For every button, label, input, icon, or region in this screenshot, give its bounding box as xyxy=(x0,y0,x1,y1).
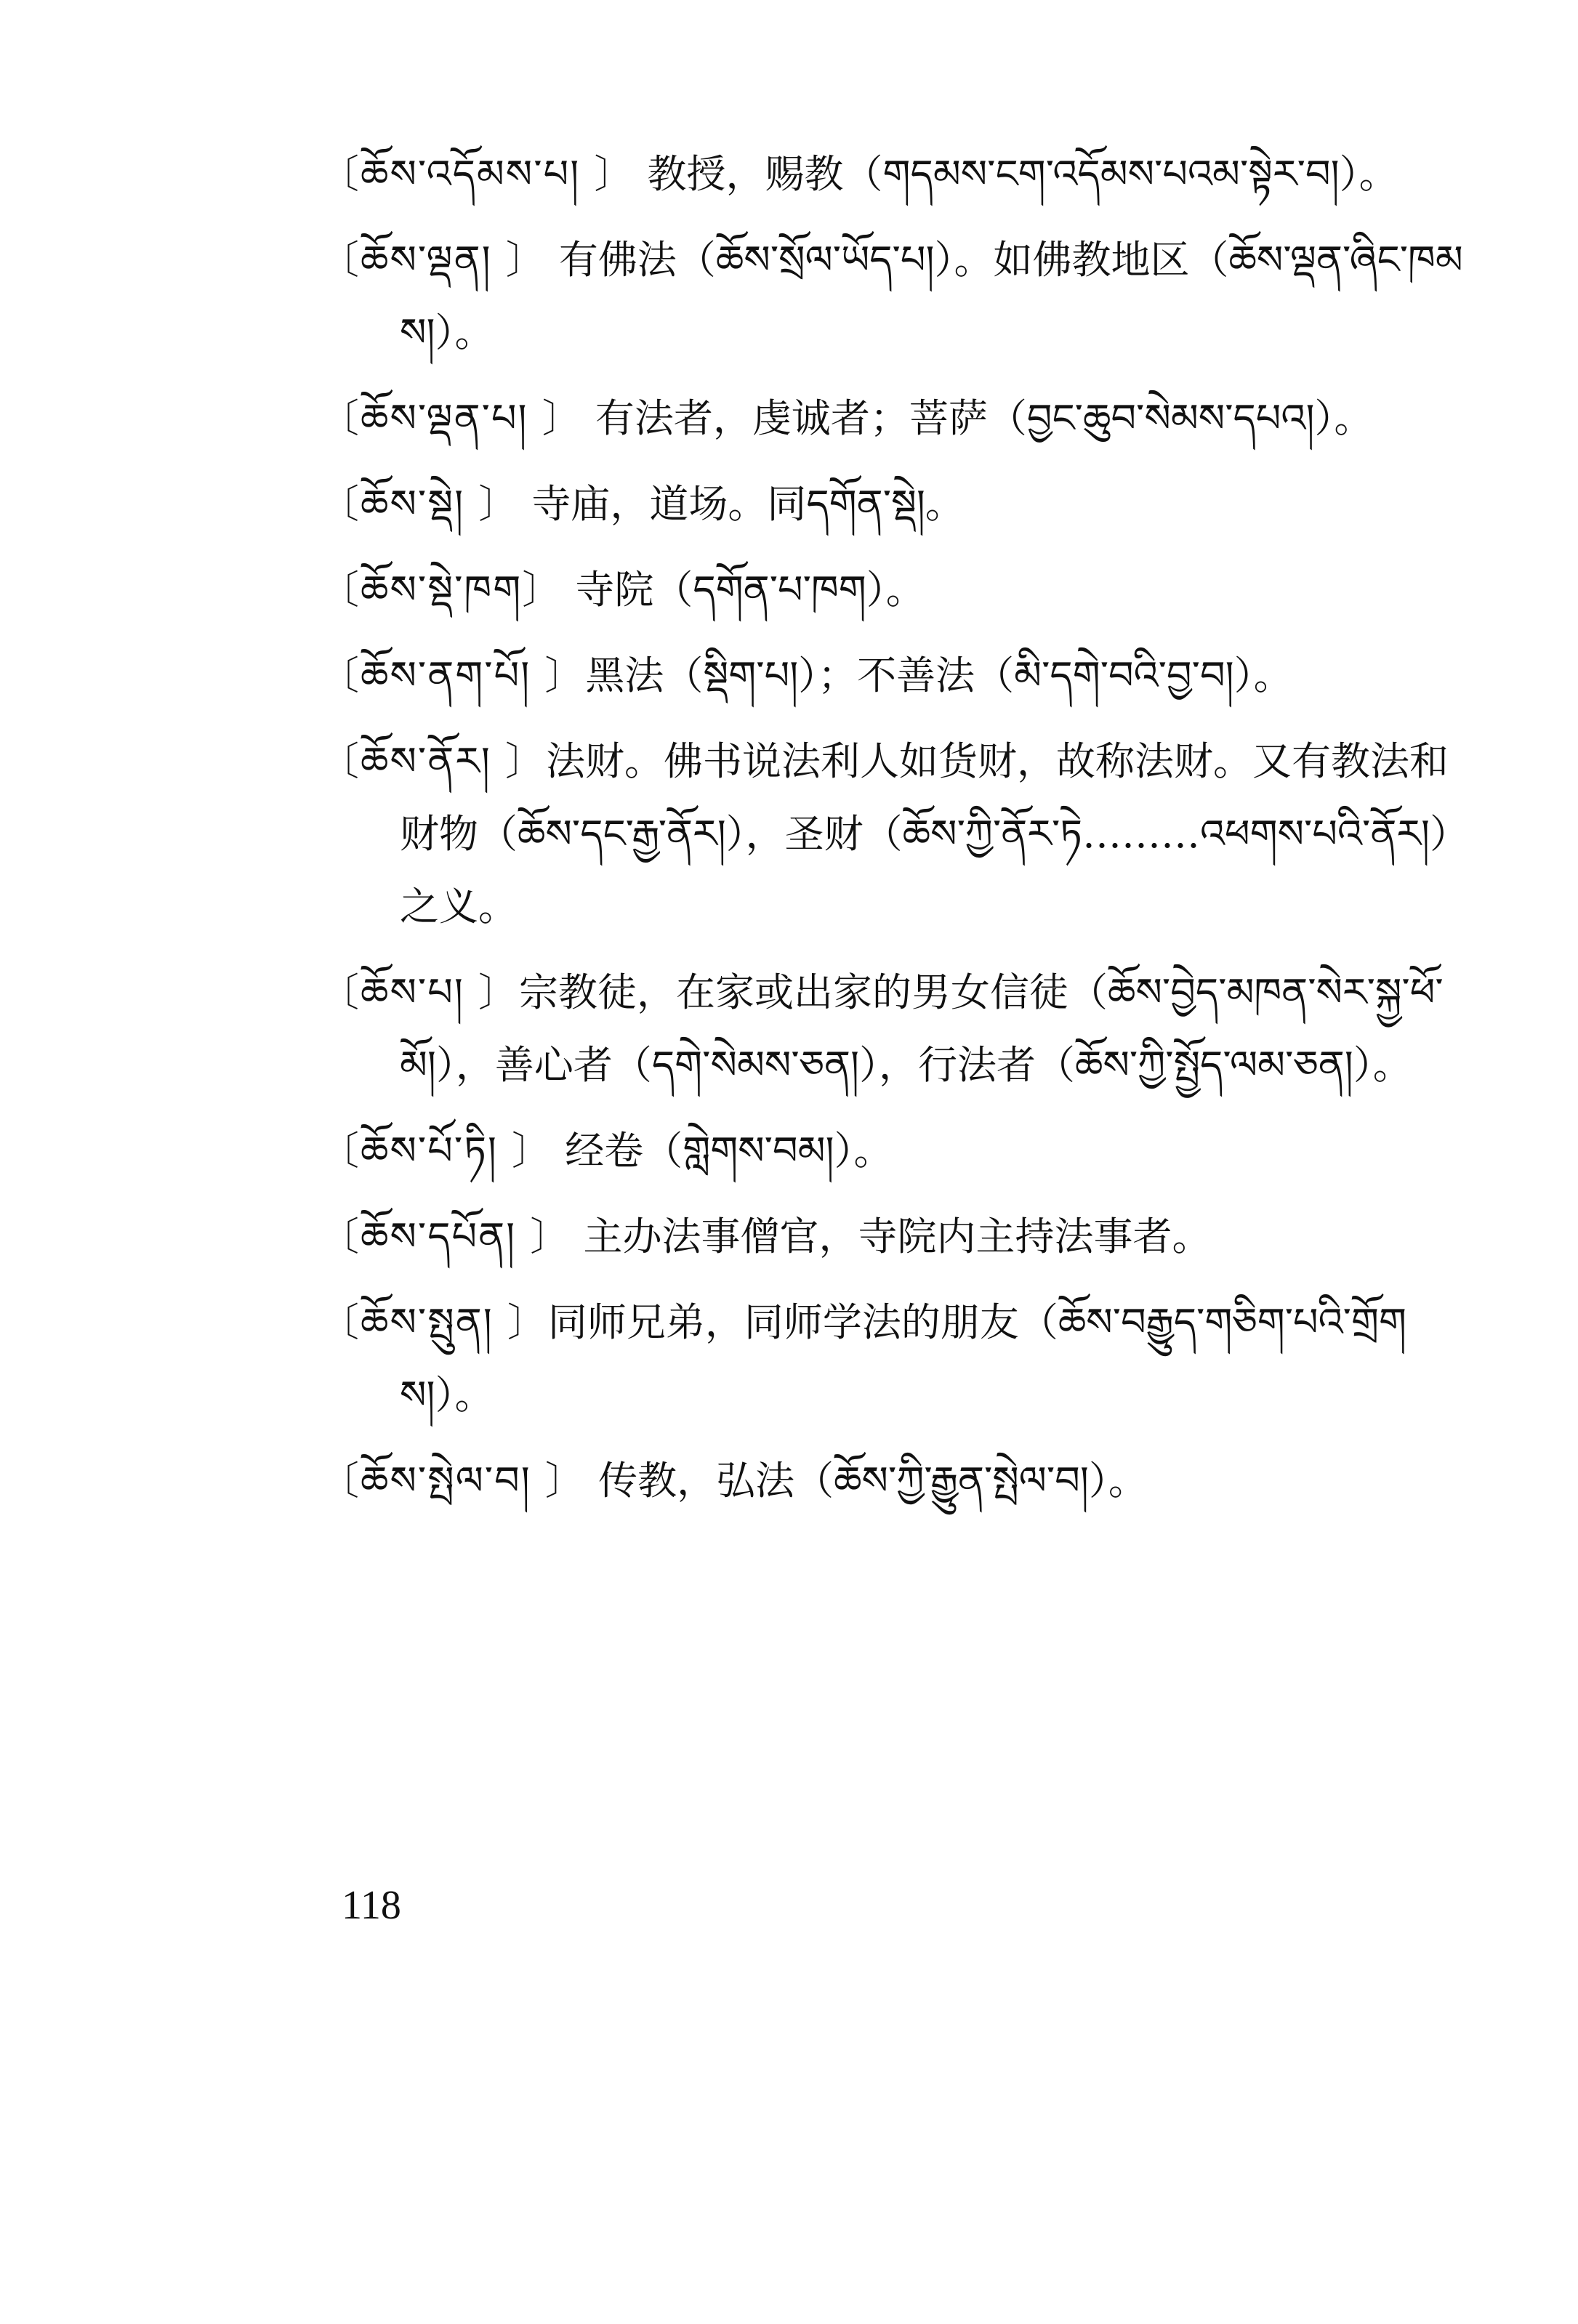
entry-headword: 〔ཆོས་ལྡན་པ། 〕 xyxy=(320,395,583,441)
page-number: 118 xyxy=(342,1883,401,1928)
dictionary-entry xyxy=(320,554,1468,626)
entry-headword: 〔ཆོས་ནོར། 〕 xyxy=(320,738,547,784)
dictionary-entry xyxy=(320,1201,1468,1273)
dictionary-entry xyxy=(320,1115,1468,1187)
entry-headword: 〔ཆོས་སྡེ་ཁག〕 xyxy=(320,567,563,613)
entry-headword: 〔ཆོས་སྤེལ་བ། 〕 xyxy=(320,1458,586,1504)
entry-definition: 寺院（དགོན་པ་ཁག）。 xyxy=(563,567,925,613)
dictionary-page xyxy=(320,138,1468,1530)
entry-definition: 宗教徒，在家或出家的男女信徒（ཆོས་བྱེད་མཁན་སེར་སྐྱ་ཕོ་མོ།），善心者（དགེ་སེམས་ཅན།），行法者（ཆོས་ཀྱི་སྤྱོད་ལམ་ཅན།）。 xyxy=(400,969,1444,1088)
entry-headword: 〔ཆོས་དཔོན། 〕 xyxy=(320,1214,571,1259)
entry-definition: 有佛法（ཆོས་སྲོལ་ཡོད་པ།）。如佛教地区（ཆོས་ལྡན་ཞིང་ཁམས།）。 xyxy=(400,237,1463,355)
entry-definition: 经卷（གླེགས་བམ།）。 xyxy=(552,1128,893,1174)
entry-definition: 寺庙，道场。同དགོན་སྡེ།。 xyxy=(519,481,965,527)
entry-headword: 〔ཆོས་པོ་ཏི། 〕 xyxy=(320,1128,553,1174)
entry-definition: 同师兄弟，同师学法的朋友（ཆོས་བརྒྱུད་གཅིག་པའི་གྲོགས།）。 xyxy=(400,1299,1407,1418)
entry-headword: 〔ཆོས་འདོམས་པ། 〕 xyxy=(320,151,635,197)
dictionary-entry xyxy=(320,639,1468,712)
entry-definition: 传教，弘法（ཆོས་ཀྱི་རྒྱུན་སྤེལ་བ།）。 xyxy=(585,1458,1148,1504)
dictionary-entry xyxy=(320,725,1468,943)
dictionary-entry xyxy=(320,382,1468,455)
entry-definition: 法财。佛书说法利人如货财，故称法财。又有教法和财物（ཆོས་དང་རྒྱ་ནོར།），圣财（ཆོས་ཀྱི་ནོར་ཏེ………འཕགས་པའི་ནོར།）之义。 xyxy=(400,738,1450,929)
entry-headword: 〔ཆོས་སྡེ། 〕 xyxy=(320,481,520,527)
dictionary-entry xyxy=(320,224,1468,369)
entry-definition: 有法者，虔诚者；菩萨（བྱང་ཆུབ་སེམས་དཔའ།）。 xyxy=(582,395,1374,441)
entry-headword: 〔ཆོས་ནག་པོ། 〕 xyxy=(320,653,586,698)
dictionary-entry xyxy=(320,956,1468,1102)
entry-headword: 〔ཆོས་སྤུན། 〕 xyxy=(320,1299,548,1345)
dictionary-entry xyxy=(320,1286,1468,1432)
entry-definition: 教授，赐教（གདམས་ངག་འདོམས་པའམ་སྟེར་བ།）。 xyxy=(635,151,1398,197)
dictionary-entry xyxy=(320,1445,1468,1517)
dictionary-entry xyxy=(320,138,1468,211)
dictionary-entry xyxy=(320,468,1468,541)
entry-definition: 黑法（སྡིག་པ།）；不善法（མི་དགེ་བའི་བྱ་བ།）。 xyxy=(585,653,1293,698)
entry-headword: 〔ཆོས་ལྡན། 〕 xyxy=(320,237,547,283)
entry-definition: 主办法事僧官，寺院内主持法事者。 xyxy=(571,1214,1212,1259)
entry-headword: 〔ཆོས་པ། 〕 xyxy=(320,969,520,1015)
